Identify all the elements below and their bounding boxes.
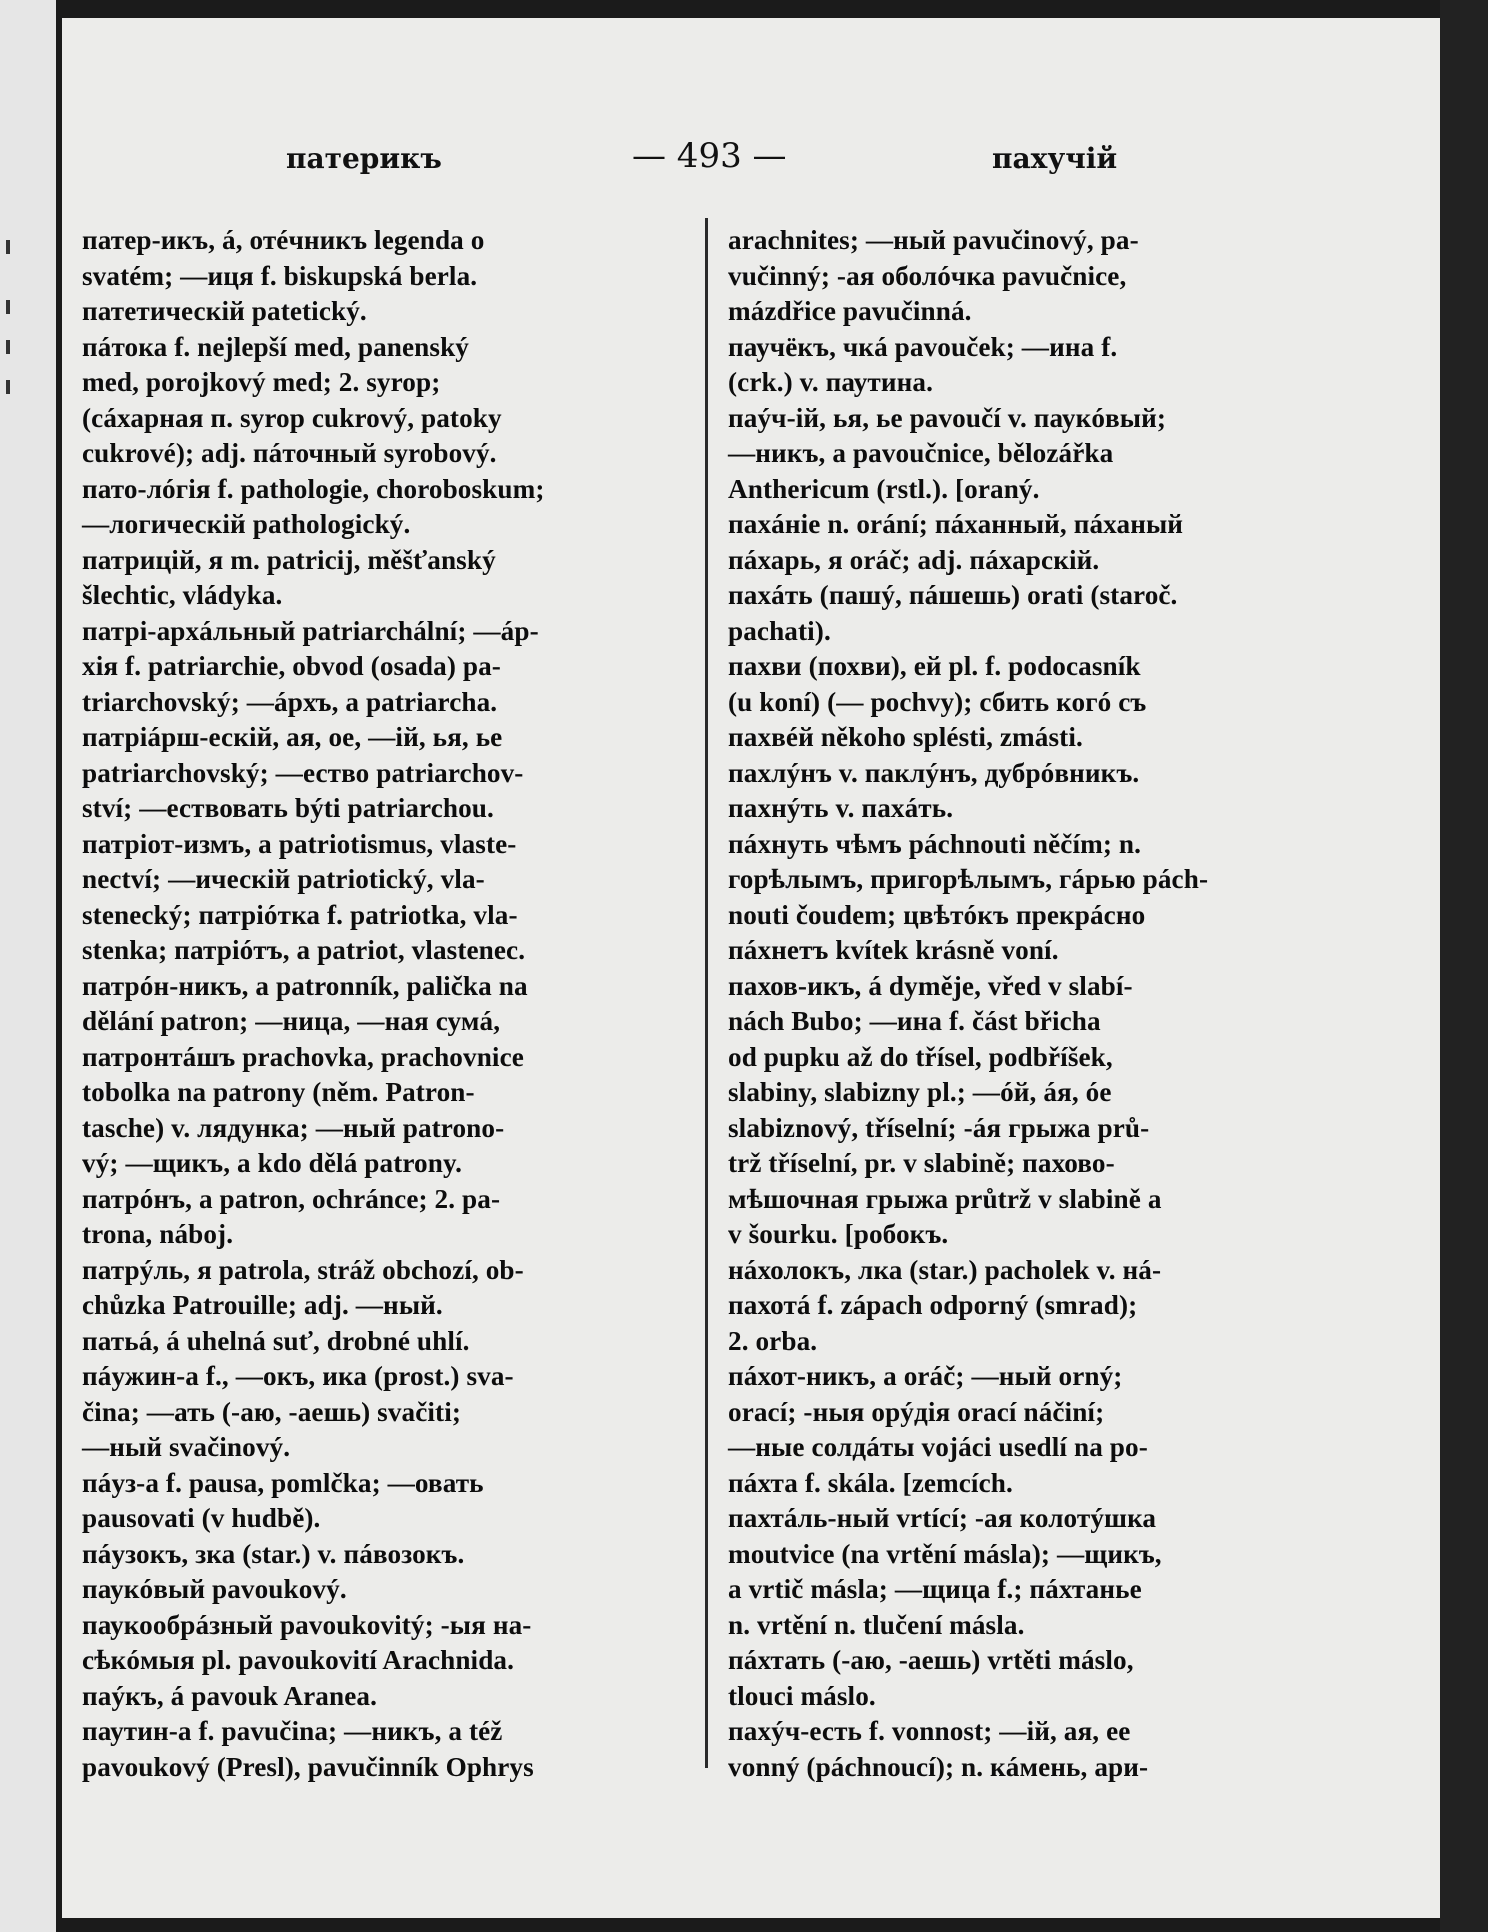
dictionary-line: пахлýнъ v. паклýнъ, дубрóвникъ. bbox=[728, 757, 1140, 788]
dictionary-line: патрі-архáльный patriarchální; —áр- bbox=[82, 615, 539, 646]
dictionary-line: tobolka na patrony (něm. Patron- bbox=[82, 1077, 475, 1107]
dictionary-line: пахáть (пашý, пáшешь) orati (staroč. bbox=[728, 580, 1178, 610]
dictionary-line: патріáрш-ескій, ая, ое, —ій, ья, ье bbox=[82, 722, 503, 752]
dictionary-line: пáхарь, я oráč; adj. пáхарскій. bbox=[728, 544, 1100, 575]
header-left-guide-word: патерикъ bbox=[286, 142, 442, 175]
dictionary-line: пахов-икъ, á dyměje, vřed v slabí- bbox=[728, 970, 1133, 1001]
dictionary-line: slabiznový, tříselní; -áя грыжа prů- bbox=[728, 1112, 1150, 1143]
dictionary-line: патріот-измъ, a patriotismus, vlaste- bbox=[82, 828, 517, 859]
dictionary-line: moutvice (na vrtění másla); —щикъ, bbox=[728, 1538, 1162, 1569]
dictionary-line: пáужин-а f., —окъ, ика (prost.) sva- bbox=[82, 1361, 514, 1391]
dictionary-line: nách Bubo; —ина f. část břicha bbox=[728, 1006, 1101, 1036]
header-right-guide-word: пахучій bbox=[992, 142, 1118, 175]
dictionary-line: tlouci máslo. bbox=[728, 1680, 876, 1711]
dictionary-line: паучёкъ, чкá pavouček; —ина f. bbox=[728, 331, 1118, 362]
dictionary-line: паукóвый pavoukový. bbox=[82, 1574, 347, 1604]
dictionary-line: patriarchovský; —ество patriarchov- bbox=[82, 757, 524, 788]
dictionary-line: vučinný; -ая оболóчка pavučnice, bbox=[728, 260, 1127, 291]
dictionary-line: пахтáль-ный vrtící; -ая колотýшка bbox=[728, 1503, 1157, 1533]
dictionary-line: (сáхарная п. syrop cukrový, patoky bbox=[82, 402, 502, 433]
dictionary-line: (u koní) (— pochvy); сбить когó съ bbox=[728, 686, 1147, 717]
dictionary-line: od pupku až do třísel, podbříšek, bbox=[728, 1041, 1113, 1072]
dictionary-line: a vrtič másla; —щица f.; пáхтанье bbox=[728, 1574, 1142, 1604]
dictionary-line: паутин-а f. pavučina; —никъ, a též bbox=[82, 1716, 503, 1746]
dictionary-line: пáузокъ, зка (star.) v. пáвозокъ. bbox=[82, 1538, 465, 1569]
dictionary-line: stenecký; патріóтка f. patriotka, vla- bbox=[82, 899, 518, 930]
dictionary-line: svatém; —иця f. biskupská berla. bbox=[82, 260, 478, 291]
dictionary-line: chůzka Patrouille; adj. —ный. bbox=[82, 1290, 443, 1320]
dictionary-line: n. vrtění n. tlučení másla. bbox=[728, 1609, 1025, 1640]
dictionary-line: пáтока f. nejlepší med, panenský bbox=[82, 331, 469, 362]
dictionary-line: пахнýть v. пахáть. bbox=[728, 793, 954, 823]
dictionary-line: Anthericum (rstl.). [oraný. bbox=[728, 473, 1040, 504]
dictionary-line: пáхот-никъ, a oráč; —ный orný; bbox=[728, 1361, 1123, 1391]
dictionary-line: патрóн-никъ, a patronník, palička na bbox=[82, 970, 528, 1001]
dictionary-line: cukrové); adj. пáточный syrobový. bbox=[82, 438, 497, 468]
dictionary-line: патьá, á uhelná suť, drobné uhlí. bbox=[82, 1325, 470, 1356]
dictionary-line: vý; —щикъ, a kdo dělá patrony. bbox=[82, 1148, 463, 1178]
dictionary-line: пáуз-а f. pausa, pomlčka; —овать bbox=[82, 1467, 484, 1498]
dictionary-line: —логическій pathologický. bbox=[82, 509, 411, 539]
column-divider bbox=[705, 218, 708, 1768]
page-header bbox=[62, 130, 1440, 190]
dictionary-line: ství; —ествовать býti patriarchou. bbox=[82, 793, 494, 823]
dictionary-line: šlechtic, vládyka. bbox=[82, 580, 283, 610]
dictionary-line: stenka; патріóтъ, a patriot, vlastenec. bbox=[82, 935, 526, 965]
dictionary-line: патрицій, я m. patricij, měšťanský bbox=[82, 544, 496, 575]
dictionary-line: пáхнетъ kvítek krásně voní. bbox=[728, 935, 1059, 965]
dictionary-line: čina; —ать (-аю, -аешь) svačiti; bbox=[82, 1396, 462, 1427]
dictionary-line: пахвéй někoho splésti, zmásti. bbox=[728, 722, 1083, 752]
dictionary-line: trona, náboj. bbox=[82, 1219, 234, 1249]
dictionary-line: паýкъ, á pavouk Aranea. bbox=[82, 1680, 377, 1711]
dictionary-line: пахотá f. zápach odporný (smrad); bbox=[728, 1290, 1138, 1320]
dictionary-line: пахви (похви), ей pl. f. podocasník bbox=[728, 651, 1141, 681]
dictionary-line: —ные солдáты vojáci usedlí na po- bbox=[728, 1432, 1148, 1462]
page-number: — 493 — bbox=[632, 136, 787, 176]
dictionary-line: —ный svačinový. bbox=[82, 1432, 291, 1462]
dictionary-line: пáхтать (-аю, -аешь) vrtěti máslo, bbox=[728, 1645, 1134, 1675]
dictionary-line: патрóнъ, a patron, ochránce; 2. pa- bbox=[82, 1183, 501, 1214]
edge-mark bbox=[6, 240, 10, 254]
dictionary-line: патронтáшъ prachovka, prachovnice bbox=[82, 1041, 524, 1072]
dictionary-line: пахáніе n. orání; пáханный, пáханый bbox=[728, 509, 1184, 539]
dictionary-line: dělání patron; —ница, —ная сумá, bbox=[82, 1006, 501, 1036]
dictionary-line: 2. orba. bbox=[728, 1325, 818, 1356]
dictionary-line: med, porojkový med; 2. syrop; bbox=[82, 367, 441, 397]
right-column bbox=[728, 223, 1328, 1785]
dictionary-line: arachnites; —ный pavučinový, pa- bbox=[728, 225, 1139, 255]
dictionary-line: tasche) v. лядунка; —ный patrono- bbox=[82, 1112, 505, 1143]
dictionary-line: пáхнуть чѣмъ páchnouti něčím; n. bbox=[728, 828, 1142, 859]
dictionary-line: triarchovský; —áрхъ, a patriarcha. bbox=[82, 686, 498, 717]
dictionary-line: пахýч-есть f. vonnost; —ій, ая, ее bbox=[728, 1716, 1131, 1746]
dictionary-line: паукообрáзный pavoukovitý; -ыя на- bbox=[82, 1609, 532, 1640]
edge-mark bbox=[6, 300, 10, 314]
dictionary-line: trž tříselní, pr. v slabině; пахово- bbox=[728, 1148, 1115, 1178]
dictionary-line: pavoukový (Presl), pavučinník Ophrys bbox=[82, 1751, 534, 1782]
dictionary-line: —никъ, a pavoučnice, bělozářka bbox=[728, 438, 1114, 468]
dictionary-line: сѣкóмыя pl. pavoukovití Arachnida. bbox=[82, 1645, 515, 1675]
dictionary-line: пато-лóгія f. pathologie, choroboskum; bbox=[82, 473, 545, 504]
edge-mark bbox=[6, 380, 10, 394]
dictionary-line: mázdřice pavučinná. bbox=[728, 296, 972, 326]
dictionary-line: пáхта f. skála. [zemcích. bbox=[728, 1467, 1013, 1498]
dictionary-line: (crk.) v. паутина. bbox=[728, 367, 933, 397]
dictionary-line: хія f. patriarchie, obvod (osada) pa- bbox=[82, 651, 501, 681]
edge-mark bbox=[6, 340, 10, 354]
dictionary-line: nouti čoudem; цвѣтóкъ прекрáсно bbox=[728, 899, 1146, 930]
dictionary-line: горѣлымъ, пригорѣлымъ, гáрью pách- bbox=[728, 864, 1209, 894]
dictionary-line: паýч-ій, ья, ье pavoučí v. паукóвый; bbox=[728, 402, 1167, 433]
dictionary-line: orací; -ныя орýдія orací náčiní; bbox=[728, 1396, 1105, 1427]
dictionary-line: патетическій patetický. bbox=[82, 296, 367, 326]
dictionary-line: slabiny, slabizny pl.; —óй, áя, óе bbox=[728, 1077, 1112, 1107]
dictionary-line: vonný (páchnoucí); n. кáмень, ари- bbox=[728, 1751, 1149, 1782]
left-column bbox=[82, 223, 682, 1785]
page-shadow-edge bbox=[1440, 0, 1488, 1932]
dictionary-line: pachati). bbox=[728, 615, 831, 646]
dictionary-line: nectví; —ическій patriotický, vla- bbox=[82, 864, 485, 894]
adjacent-page-edge bbox=[0, 0, 56, 1932]
dictionary-line: патер-икъ, á, отéчникъ legenda o bbox=[82, 225, 485, 255]
dictionary-line: pausovati (v hudbě). bbox=[82, 1503, 321, 1533]
dictionary-line: нáхолокъ, лка (star.) pacholek v. нá- bbox=[728, 1254, 1162, 1285]
dictionary-line: патрýль, я patrola, stráž obchozí, ob- bbox=[82, 1254, 524, 1285]
dictionary-line: v šourku. [робокъ. bbox=[728, 1219, 949, 1249]
dictionary-page bbox=[62, 18, 1440, 1918]
dictionary-line: мѣшочная грыжа průtrž v slabině a bbox=[728, 1183, 1162, 1214]
